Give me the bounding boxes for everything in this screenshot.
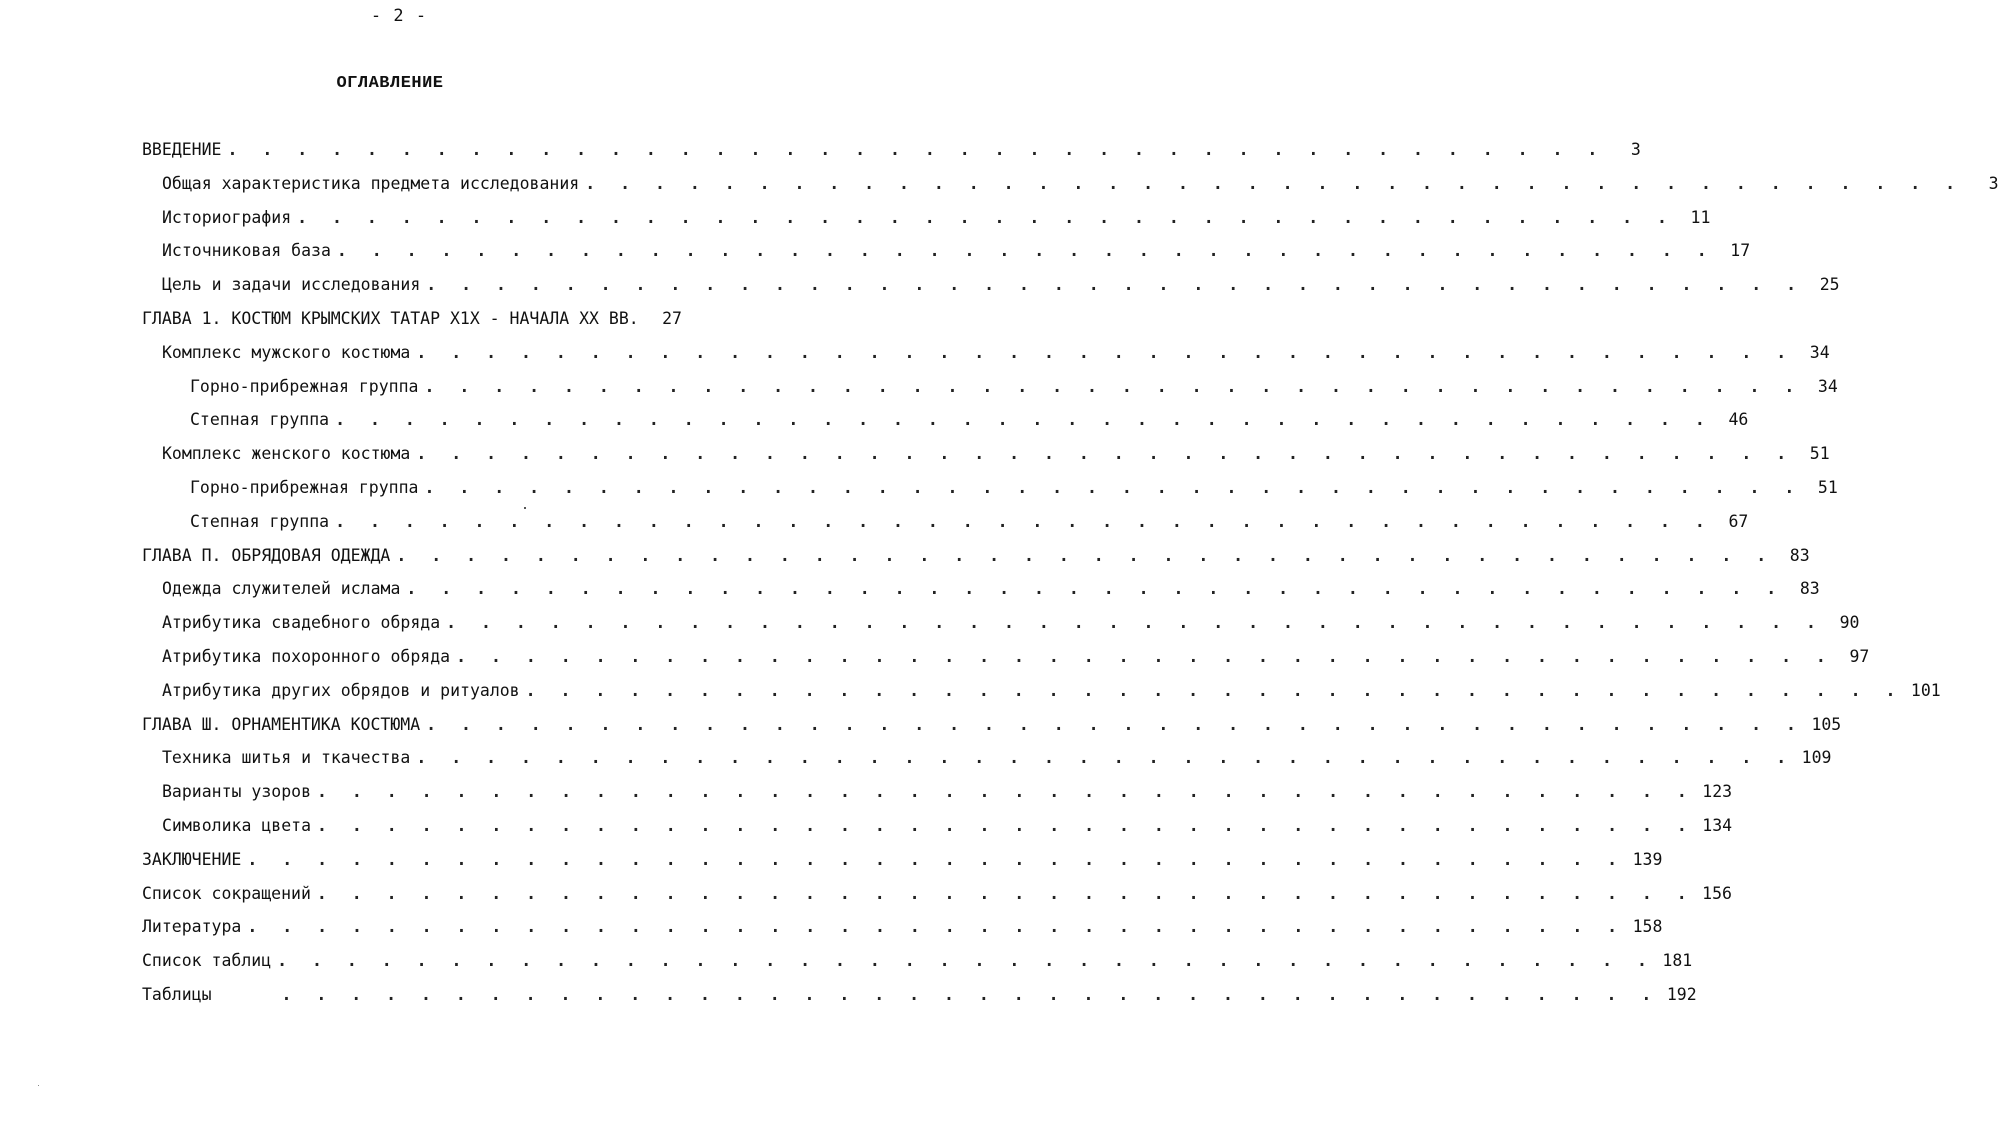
toc-entry-label: ЗАКЛЮЧЕНИЕ (142, 849, 242, 869)
toc-entry-female-mountain-coastal (142, 477, 1838, 512)
toc-entry-page: 67 (1728, 511, 1749, 531)
toc-leader: . . . . . . . . . . . . . . . . . . . . . . . . . . . . . . . . . . . . . . . . (297, 207, 1675, 227)
toc-entry-page: 46 (1728, 410, 1749, 430)
toc-leader: . . . . . . . . . . . . . . . . . . . . . . . . . . . . . . . . . . . . . . . . (426, 714, 1804, 734)
toc-entry-page: 134 (1702, 815, 1733, 835)
toc-leader: . . . . . . . . . . . . . . . . . . . . . . . . . . . . . . . . . . . . . . . . (281, 984, 1659, 1004)
table-of-contents (142, 140, 1999, 1019)
toc-entry-label: Список таблиц (142, 951, 272, 971)
toc-entry-page: 90 (1839, 613, 1860, 633)
scan-speck (38, 1085, 39, 1086)
toc-entry-page: 25 (1819, 275, 1840, 295)
toc-entry-page: 139 (1632, 849, 1663, 869)
toc-leader: . . . . . . . . . . . . . . . . . . . . . . . . . . . . . . . . . . . . . . . . (317, 815, 1695, 835)
toc-entry-chapter-2 (142, 545, 1810, 580)
toc-entry-page: 105 (1811, 714, 1842, 734)
toc-leader: . . . . . . . . . . . . . . . . . . . . . . . . . . . . . . . . . . . . . . . . (426, 275, 1804, 295)
toc-entry-page: 97 (1849, 646, 1870, 666)
toc-leader: . . . . . . . . . . . . . . . . . . . . . . . . . . . . . . . . . . . . . . . . (247, 849, 1625, 869)
toc-leader: . . . . . . . . . . . . . . . . . . . . . . . . . . . . . . . . . . . . . . . . (446, 613, 1824, 633)
toc-entry-funeral-attributes (142, 646, 1870, 681)
toc-entry-source-base (142, 241, 1751, 275)
page-title: ОГЛАВЛЕНИЕ (336, 74, 444, 93)
toc-entry-label: Варианты узоров (162, 782, 312, 802)
toc-entry-page: 192 (1666, 984, 1697, 1004)
toc-leader: . . . . . . . . . . . . . . . . . . . . . . . . . . . . . . . . . . . . . . . . (227, 140, 1605, 159)
toc-entry-page: 181 (1662, 951, 1693, 971)
toc-entry-label: Общая характеристика предмета исследования (162, 173, 580, 193)
toc-leader: . . . . . . . . . . . . . . . . . . . . . . . . . . . . . . . . . . . . . . . . (456, 646, 1834, 666)
toc-entry-page: 83 (1799, 579, 1820, 599)
toc-entry-clergy-clothing (142, 579, 1820, 613)
page-number: - 2 - (370, 6, 428, 26)
toc-leader: . . . . . . . . . . . . . . . . . . . . . . . . . . . . . . . . . . . . . . . . (585, 173, 1963, 193)
toc-entry-page: 51 (1809, 444, 1830, 464)
toc-leader: . . . . . . . . . . . . . . . . . . . . . . . . . . . . . . . . . . . . . . . . (416, 444, 1794, 464)
toc-leader: . . . . . . . . . . . . . . . . . . . . . . . . . . . . . . . . . . . . . . . . (335, 511, 1713, 531)
toc-leader: . . . . . . . . . . . . . . . . . . . . . . . . . . . . . . . . . . . . . . . . (416, 748, 1794, 768)
toc-leader: . . . . . . . . . . . . . . . . . . . . . . . . . . . . . . . . . . . . . . . . (317, 782, 1695, 802)
toc-entry-male-mountain-coastal (142, 376, 1838, 411)
toc-entry-general-characteristics (142, 173, 1999, 208)
toc-entry-female-costume (142, 444, 1830, 478)
toc-entry-goals (142, 275, 1840, 309)
toc-entry-page: 11 (1690, 207, 1711, 227)
toc-entry-label: Горно-прибрежная группа (190, 376, 419, 396)
toc-entry-other-rituals (142, 680, 1941, 715)
scan-mark (524, 507, 526, 509)
toc-entry-page: 17 (1730, 241, 1751, 261)
toc-entry-male-steppe (142, 410, 1749, 444)
toc-entry-label: Таблицы (142, 984, 212, 1004)
toc-entry-label: Комплекс мужского костюма (162, 342, 411, 362)
toc-entry-label: Атрибутика свадебного обряда (162, 613, 441, 633)
toc-entry-label: Историография (162, 207, 292, 227)
toc-entry-label: ГЛАВА П. ОБРЯДОВАЯ ОДЕЖДА (142, 545, 391, 565)
toc-entry-page: 51 (1817, 477, 1838, 497)
toc-entry-label: Символика цвета (162, 815, 312, 835)
toc-entry-label: Источниковая база (162, 241, 331, 261)
toc-entry-color-symbolism (142, 815, 1733, 850)
toc-entry-page: 158 (1632, 917, 1663, 937)
toc-entry-female-steppe (142, 511, 1749, 546)
toc-entry-chapter-1 (142, 309, 682, 343)
toc-leader: . . . . . . . . . . . . . . . . . . . . . . . . . . . . . . . . . . . . . . . . (525, 680, 1903, 700)
toc-leader: . . . . . . . . . . . . . . . . . . . . . . . . . . . . . . . . . . . . . . . . (335, 410, 1713, 430)
toc-entry-page: 34 (1809, 342, 1830, 362)
toc-leader: . . . . . . . . . . . . . . . . . . . . . . . . . . . . . . . . . . . . . . . . (406, 579, 1784, 599)
toc-entry-label: Литература (142, 917, 242, 937)
toc-entry-label: ГЛАВА 1. КОСТЮМ КРЫМСКИХ ТАТАР X1X - НАЧАЛА XX ВВ. (142, 308, 639, 328)
toc-entry-page: 83 (1789, 545, 1810, 565)
toc-entry-label: Степная группа (190, 410, 330, 430)
toc-entry-page: 3 (1988, 173, 1999, 193)
toc-leader: . . . . . . . . . . . . . . . . . . . . . . . . . . . . . . . . . . . . . . . . (396, 545, 1774, 565)
toc-leader: . . . . . . . . . . . . . . . . . . . . . . . . . . . . . . . . . . . . . . . . (247, 917, 1625, 937)
toc-entry-chapter-3 (142, 714, 1842, 749)
toc-entry-historiography (142, 207, 1711, 242)
toc-entry-page: 3 (1630, 140, 1641, 159)
toc-entry-page: 27 (662, 308, 682, 328)
toc-entry-label: Одежда служителей ислама (162, 579, 401, 599)
toc-entry-wedding-attributes (142, 613, 1860, 647)
toc-leader: . . . . . . . . . . . . . . . . . . . . . . . . . . . . . . . . . . . . . . . . (336, 241, 1715, 261)
toc-entry-label: Степная группа (190, 511, 330, 531)
toc-leader: . . . . . . . . . . . . . . . . . . . . . . . . . . . . . . . . . . . . . . . . (277, 951, 1655, 971)
toc-entry-page: 156 (1702, 883, 1732, 903)
toc-entry-label: ВВЕДЕНИЕ (142, 140, 222, 159)
toc-entry-page: 101 (1910, 680, 1941, 700)
toc-entry-label: Атрибутика похоронного обряда (162, 646, 451, 666)
toc-entry-conclusion (142, 849, 1663, 884)
toc-entry-label: Цель и задачи исследования (162, 275, 421, 295)
toc-entry-sewing-weaving (142, 748, 1832, 782)
toc-entry-page: 109 (1801, 748, 1832, 768)
toc-leader: . . . . . . . . . . . . . . . . . . . . . . . . . . . . . . . . . . . . . . . . (316, 883, 1695, 903)
toc-entry-tables (142, 984, 1697, 1019)
toc-entry-abbreviations (142, 883, 1732, 918)
toc-entry-label: Список сокращений (142, 883, 311, 903)
toc-entry-list-of-tables (142, 951, 1693, 985)
toc-entry-page: 34 (1817, 376, 1838, 396)
toc-entry-introduction (142, 140, 1641, 174)
toc-entry-page: 123 (1702, 782, 1733, 802)
toc-entry-male-costume (142, 342, 1830, 377)
toc-leader: . . . . . . . . . . . . . . . . . . . . . . . . . . . . . . . . . . . . . . . . (416, 342, 1794, 362)
toc-entry-label: Техника шитья и ткачества (162, 748, 411, 768)
toc-entry-label: ГЛАВА Ш. ОРНАМЕНТИКА КОСТЮМА (142, 714, 421, 734)
toc-entry-label: Атрибутика других обрядов и ритуалов (162, 680, 520, 700)
toc-leader: . . . . . . . . . . . . . . . . . . . . . . . . . . . . . . . . . . . . . . . . (424, 477, 1802, 497)
toc-entry-literature (142, 917, 1663, 951)
toc-entry-label: Комплекс женского костюма (162, 444, 411, 464)
toc-entry-label: Горно-прибрежная группа (190, 477, 419, 497)
toc-leader: . . . . . . . . . . . . . . . . . . . . . . . . . . . . . . . . . . . . . . . . (424, 376, 1802, 396)
toc-entry-pattern-variants (142, 782, 1733, 816)
